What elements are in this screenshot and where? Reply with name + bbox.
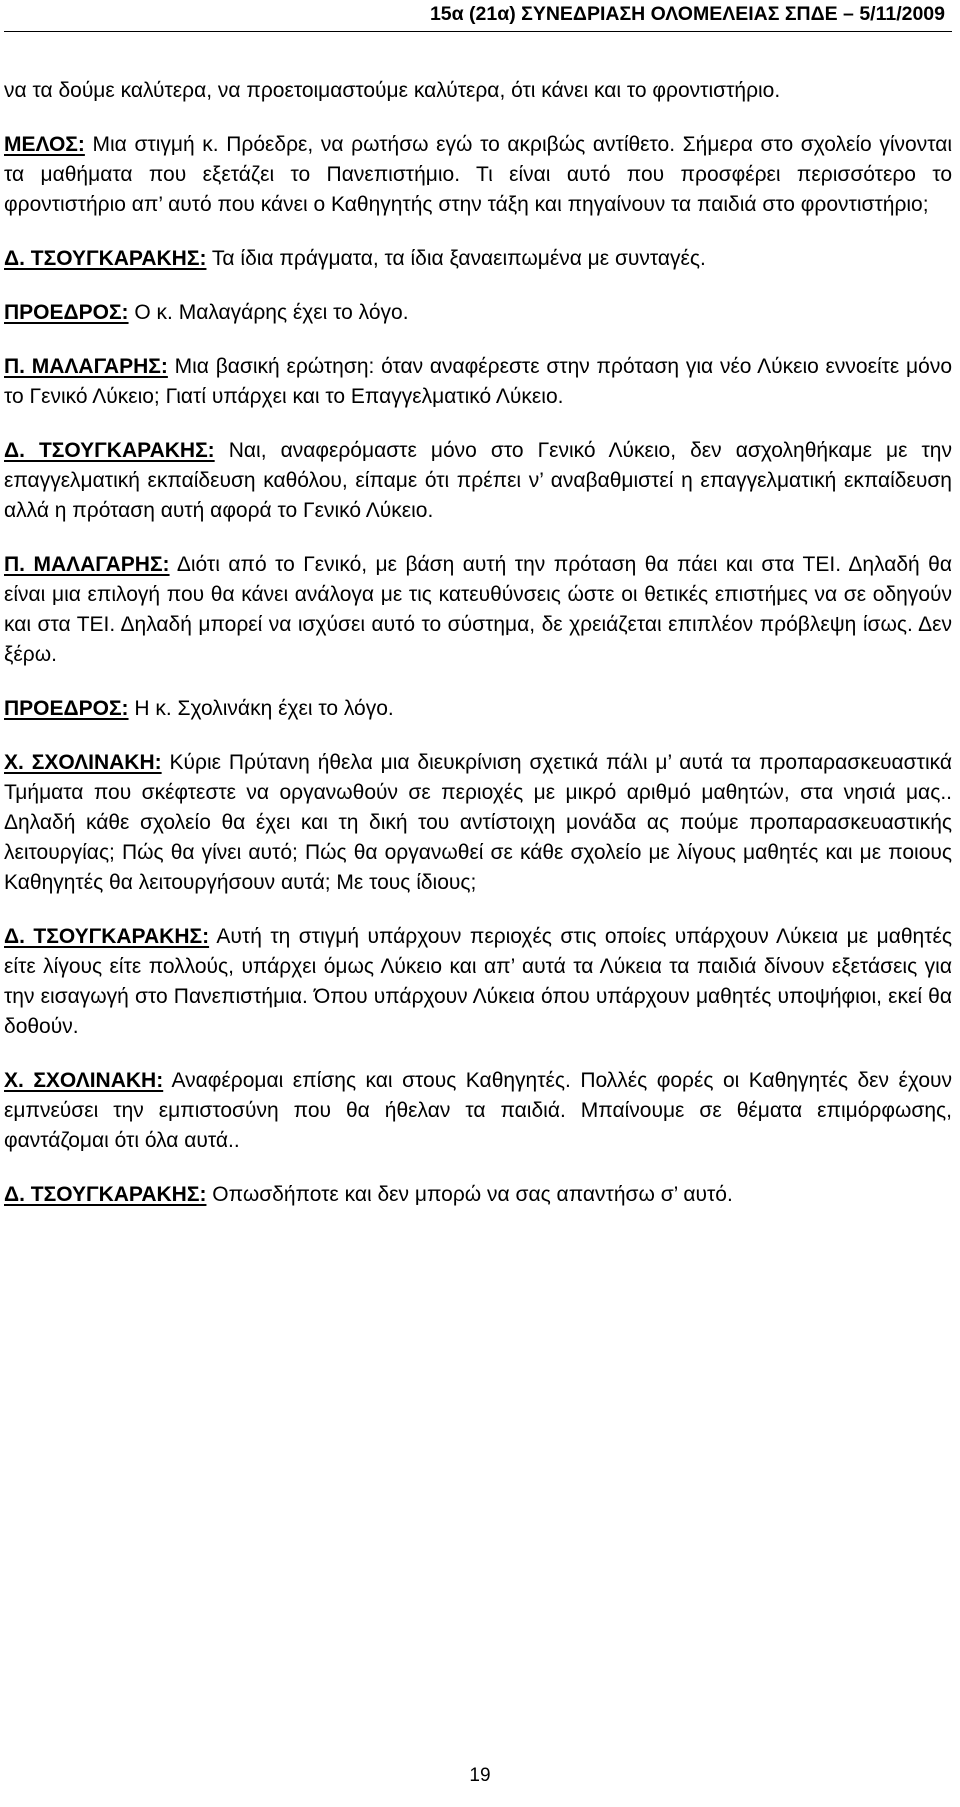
speaker-name: Χ. ΣΧΟΛΙΝΑΚΗ: — [4, 1069, 164, 1092]
paragraph-text: να τα δούμε καλύτερα, να προετοιμαστούμε καλύτερα, ότι κάνει και το φροντιστήριο. — [4, 79, 781, 102]
paragraph — [4, 694, 952, 724]
speaker-name: Δ. ΤΣΟΥΓΚΑΡΑΚΗΣ: — [4, 439, 215, 462]
header-divider — [4, 31, 952, 32]
speaker-name: Π. ΜΑΛΑΓΑΡΗΣ: — [4, 355, 168, 378]
page-header — [0, 0, 960, 26]
paragraph — [4, 748, 952, 898]
speaker-name: ΠΡΟΕΔΡΟΣ: — [4, 697, 129, 720]
paragraph-text: Οπωσδήποτε και δεν μπορώ να σας απαντήσω σ’ αυτό. — [206, 1183, 733, 1206]
paragraph-text: Διότι από το Γενικό, με βάση αυτή την πρόταση θα πάει και στα ΤΕΙ. Δηλαδή θα είναι μια επιλογή που θα κάνει ανάλογα με τις κατευθύνσεις ώστε οι θετικές επιστήμες να σε οδηγούν και στα ΤΕΙ. Δηλαδή μπορεί να ισχύσει αυτό το σύστημα, δε χρειάζεται επιπλέον πρόβλεψη ίσως. Δεν ξέρω. — [4, 553, 952, 666]
paragraph — [4, 298, 952, 328]
paragraph — [4, 436, 952, 526]
paragraph — [4, 1180, 952, 1210]
paragraph-text: Μια βασική ερώτηση: όταν αναφέρεστε στην πρόταση για νέο Λύκειο εννοείτε μόνο το Γενικό Λύκειο; Γιατί υπάρχει και το Επαγγελματικό Λύκειο. — [4, 355, 953, 408]
paragraph-text: Αναφέρομαι επίσης και στους Καθηγητές. Πολλές φορές οι Καθηγητές δεν έχουν εμπνεύσει την εμπιστοσύνη που θα ήθελαν τα παιδιά. Μπαίνουμε σε θέματα επιμόρφωσης, φαντάζομαι ότι όλα αυτά.. — [4, 1069, 952, 1152]
speaker-name: Δ. ΤΣΟΥΓΚΑΡΑΚΗΣ: — [4, 247, 207, 270]
paragraph — [4, 922, 952, 1042]
paragraph — [4, 244, 952, 274]
paragraph-text: Η κ. Σχολινάκη έχει το λόγο. — [128, 697, 394, 720]
paragraph — [4, 352, 952, 412]
transcript-body — [4, 76, 952, 1234]
paragraph — [4, 76, 952, 106]
paragraph-text: Τα ίδια πράγματα, τα ίδια ξαναειπωμένα με συνταγές. — [206, 247, 706, 270]
speaker-name: Π. ΜΑΛΑΓΑΡΗΣ: — [4, 553, 170, 576]
paragraph-text: Ο κ. Μαλαγάρης έχει το λόγο. — [128, 301, 409, 324]
speaker-name: Χ. ΣΧΟΛΙΝΑΚΗ: — [4, 751, 162, 774]
speaker-name: ΠΡΟΕΔΡΟΣ: — [4, 301, 129, 324]
paragraph-text: Αυτή τη στιγμή υπάρχουν περιοχές στις οποίες υπάρχουν Λύκεια με μαθητές είτε λίγους είτε πολλούς, υπάρχει όμως Λύκειο και απ’ αυτά τα Λύκεια τα παιδιά δίνουν εξετάσεις για την εισαγωγή στο Πανεπιστήμια. Όπου υπάρχουν Λύκεια όπου υπάρχουν μαθητές υποψήφιοι, εκεί θα δοθούν. — [4, 925, 952, 1038]
speaker-name: ΜΕΛΟΣ: — [4, 133, 85, 156]
speaker-name: Δ. ΤΣΟΥΓΚΑΡΑΚΗΣ: — [4, 925, 210, 948]
paragraph — [4, 550, 952, 670]
paragraph-text: Μια στιγμή κ. Πρόεδρε, να ρωτήσω εγώ το ακριβώς αντίθετο. Σήμερα στο σχολείο γίνονται τα μαθήματα που εξετάζει το Πανεπιστήμιο. Τι είναι αυτό που προσφέρει περισσότερο το φροντιστήριο απ’ αυτό που κάνει ο Καθηγητής στην τάξη και πηγαίνουν τα παιδιά στο φροντιστήριο; — [4, 133, 952, 216]
paragraph-text: Ναι, αναφερόμαστε μόνο στο Γενικό Λύκειο, δεν ασχοληθήκαμε με την επαγγελματική εκπαίδευση καθόλου, είπαμε ότι πρέπει ν’ αναβαθμιστεί η επαγγελματική εκπαίδευση αλλά η πρόταση αυτή αφορά το Γενικό Λύκειο. — [4, 439, 952, 522]
paragraph — [4, 1066, 952, 1156]
speaker-name: Δ. ΤΣΟΥΓΚΑΡΑΚΗΣ: — [4, 1183, 207, 1206]
paragraph-text: Κύριε Πρύτανη ήθελα μια διευκρίνιση σχετικά πάλι μ’ αυτά τα προπαρασκευαστικά Τμήματα που σκέφτεστε να οργανωθούν σε περιοχές με μικρό αριθμό μαθητών, στα νησιά μας.. Δηλαδή κάθε σχολείο θα έχει και τη δική του αντίστοιχη μονάδα ας πούμε προπαρασκευαστικής λειτουργίας; Πώς θα γίνει αυτό; Πώς θα οργανωθεί σε κάθε σχολείο με λίγους μαθητές και με ποιους Καθηγητές θα λειτουργήσουν αυτά; Με τους ίδιους; — [4, 751, 952, 894]
paragraph — [4, 130, 952, 220]
page-number: 19 — [469, 1765, 491, 1786]
header-title: 15α (21α) ΣΥΝΕΔΡΙΑΣΗ ΟΛΟΜΕΛΕΙΑΣ ΣΠΔΕ – 5/11/2009 — [429, 3, 945, 25]
